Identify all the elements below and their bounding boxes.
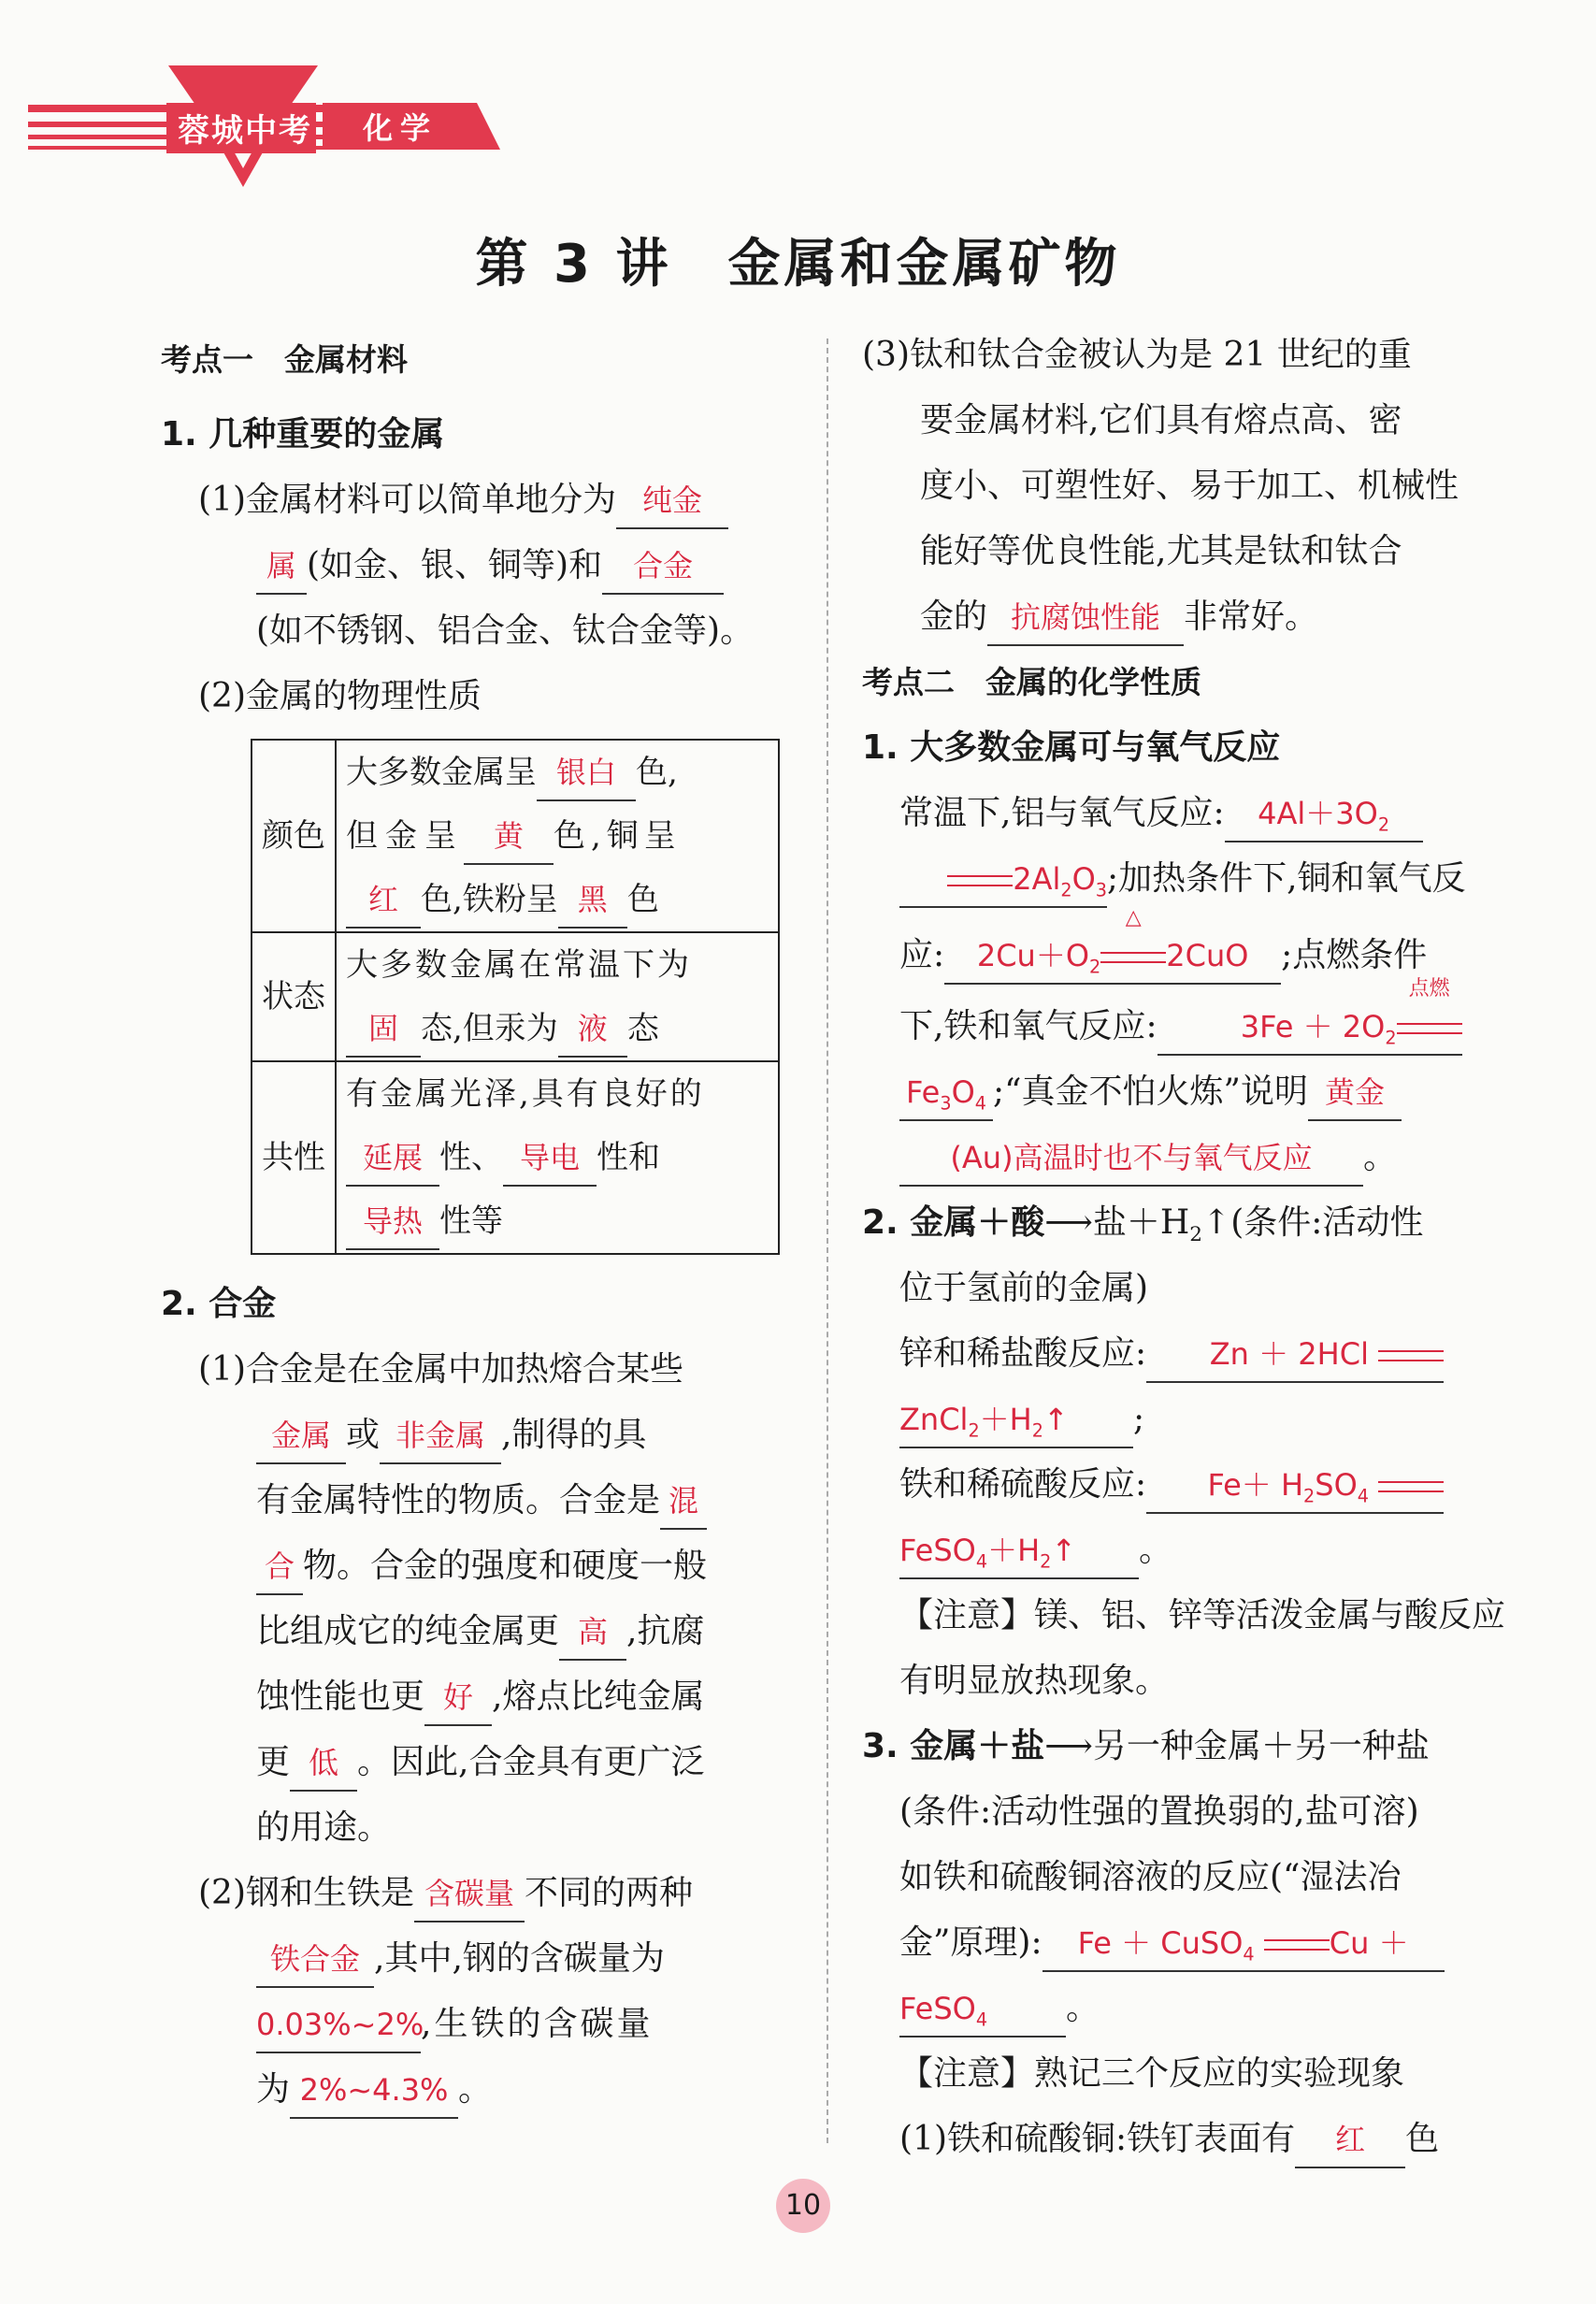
metal-classification-line: (如不锈钢、铝合金、钛合金等)。 [256, 612, 755, 650]
table-row [252, 1061, 779, 1254]
subheading-salt: 3. 金属＋盐⟶另一种金属＋另一种盐 [862, 1727, 1430, 1765]
physical-properties-table [251, 739, 780, 1255]
phenomenon-line: (1)铁和硫酸铜:铁钉表面有 红 色 [862, 2107, 1487, 2172]
heat-symbol: △ [1125, 906, 1142, 929]
table-cell: 大多数金属在常温下为 固 态,但汞为 液 态 [336, 932, 779, 1061]
titanium-line: 能好等优良性能,尤其是钛和钛合 [920, 532, 1402, 570]
alloy-line: (1)合金是在金属中加热熔合某些 [198, 1350, 683, 1389]
acid-line: $FeSO_4+H_2↑$ 。 [862, 1518, 1487, 1583]
steel-line: 铁合金 ,其中,钢的含碳量为 [161, 1926, 787, 1992]
alloy-line: 金属 或 非金属 ,制得的具 [161, 1403, 787, 1468]
table-row [252, 740, 779, 932]
acid-line: 锌和稀盐酸反应: Zn ＋ 2HCl [862, 1321, 1487, 1387]
titanium-line: (3)钛和钛合金被认为是 21 世纪的重 [862, 336, 1412, 374]
salt-line: FeSO$_4$ 。 [862, 1976, 1487, 2041]
note-line: 【注意】熟记三个反应的实验现象 [899, 2054, 1405, 2093]
subject-label: 化学 [363, 110, 439, 146]
oxygen-line: (Au)高温时也不与氧气反应 。 [862, 1125, 1487, 1190]
alloy-line: 比组成它的纯金属更 高 ,抗腐 [161, 1599, 787, 1664]
titanium-line: 金的 抗腐蚀性能 非常好。 [862, 584, 1487, 650]
subheading-metals: 1. 几种重要的金属 [161, 415, 445, 454]
blank: 合金 [602, 539, 724, 595]
oxygen-line: $Fe_3O_4$ ;“真金不怕火炼”说明 黄金 [862, 1059, 1487, 1125]
note-line: 【注意】镁、铝、锌等活泼金属与酸反应 [899, 1596, 1506, 1634]
note-line: 有明显放热现象。 [899, 1662, 1170, 1700]
salt-line: 金”原理): Fe ＋ CuSO$_4$ Cu ＋ [862, 1910, 1487, 1976]
oxygen-line: $2Al_2O_3$;加热条件下,铜和氧气反 [862, 846, 1487, 912]
ignite-condition: 点燃 [1408, 977, 1450, 1001]
oxygen-line: 下,铁和氧气反应: $3Fe + 2O_2$ 点燃 [862, 994, 1487, 1059]
column-divider [827, 338, 828, 2143]
oxygen-line: 常温下,铝与氧气反应: $4Al+3O_2$ [862, 781, 1487, 846]
table-row [252, 932, 779, 1061]
acid-line: $ZnCl_2+H_2↑$ ; [862, 1387, 1487, 1452]
steel-line: (2)钢和生铁是 含碳量 不同的两种 [161, 1861, 787, 1926]
oxygen-line: 应: $2Cu+O_2$ △ 2CuO ;点燃条件 [862, 923, 1487, 988]
metal-classification-line: 属 (如金、银、铜等)和 合金 [161, 533, 787, 598]
section-heading-2: 考点二 金属的化学性质 [862, 664, 1201, 700]
table-cell: 大多数金属呈 银白 色, 但金呈 黄 色,铜呈 红 色,铁粉呈 黑 色 [336, 740, 779, 932]
steel-line: 为 2%~4.3% 。 [161, 2057, 787, 2123]
acid-line: 位于氢前的金属) [899, 1269, 1149, 1307]
physical-properties-heading: (2)金属的物理性质 [198, 677, 482, 715]
acid-line: 铁和稀硫酸反应: $Fe+ H_2SO_4$ [862, 1452, 1487, 1518]
titanium-line: 要金属材料,它们具有熔点高、密 [920, 401, 1402, 439]
row-label: 颜色 [252, 740, 336, 932]
row-label: 状态 [252, 932, 336, 1061]
alloy-line: 有金属特性的物质。合金是 混 [161, 1468, 787, 1534]
steel-line: 0.03%~2%,生铁的含碳量 [161, 1992, 787, 2057]
section-heading-1: 考点一 金属材料 [161, 341, 408, 378]
alloy-line: 更 低 。因此,合金具有更广泛 [161, 1730, 787, 1795]
brand-name: 蓉城中考 [178, 112, 312, 150]
table-cell: 有金属光泽,具有良好的 延展 性、 导电 性和 导热 性等 [336, 1061, 779, 1254]
salt-line: 如铁和硫酸铜溶液的反应(“湿法冶 [899, 1858, 1402, 1896]
page-title: 第 3 讲 金属和金属矿物 [475, 234, 1121, 295]
salt-line: (条件:活动性强的置换弱的,盐可溶) [899, 1793, 1419, 1831]
left-column [161, 327, 787, 2123]
blank: 纯金 [616, 473, 728, 529]
page-number: 10 [776, 2179, 830, 2233]
metal-classification-line: (1)金属材料可以简单地分为 纯金 [161, 468, 787, 533]
alloy-line: 的用途。 [256, 1808, 392, 1847]
right-column [862, 323, 1506, 2172]
subheading-oxygen: 1. 大多数金属可与氧气反应 [862, 728, 1281, 767]
blank: 属 [256, 539, 307, 595]
subheading-alloys: 2. 合金 [161, 1285, 277, 1323]
alloy-line: 合 物。合金的强度和硬度一般 [161, 1534, 787, 1599]
titanium-line: 度小、可塑性好、易于加工、机械性 [920, 467, 1459, 505]
alloy-line: 蚀性能也更 好 ,熔点比纯金属 [161, 1664, 787, 1730]
row-label: 共性 [252, 1061, 336, 1254]
subheading-acid: 2. 金属＋酸⟶盐$+H_2↑$(条件:活动性 [862, 1203, 1424, 1247]
